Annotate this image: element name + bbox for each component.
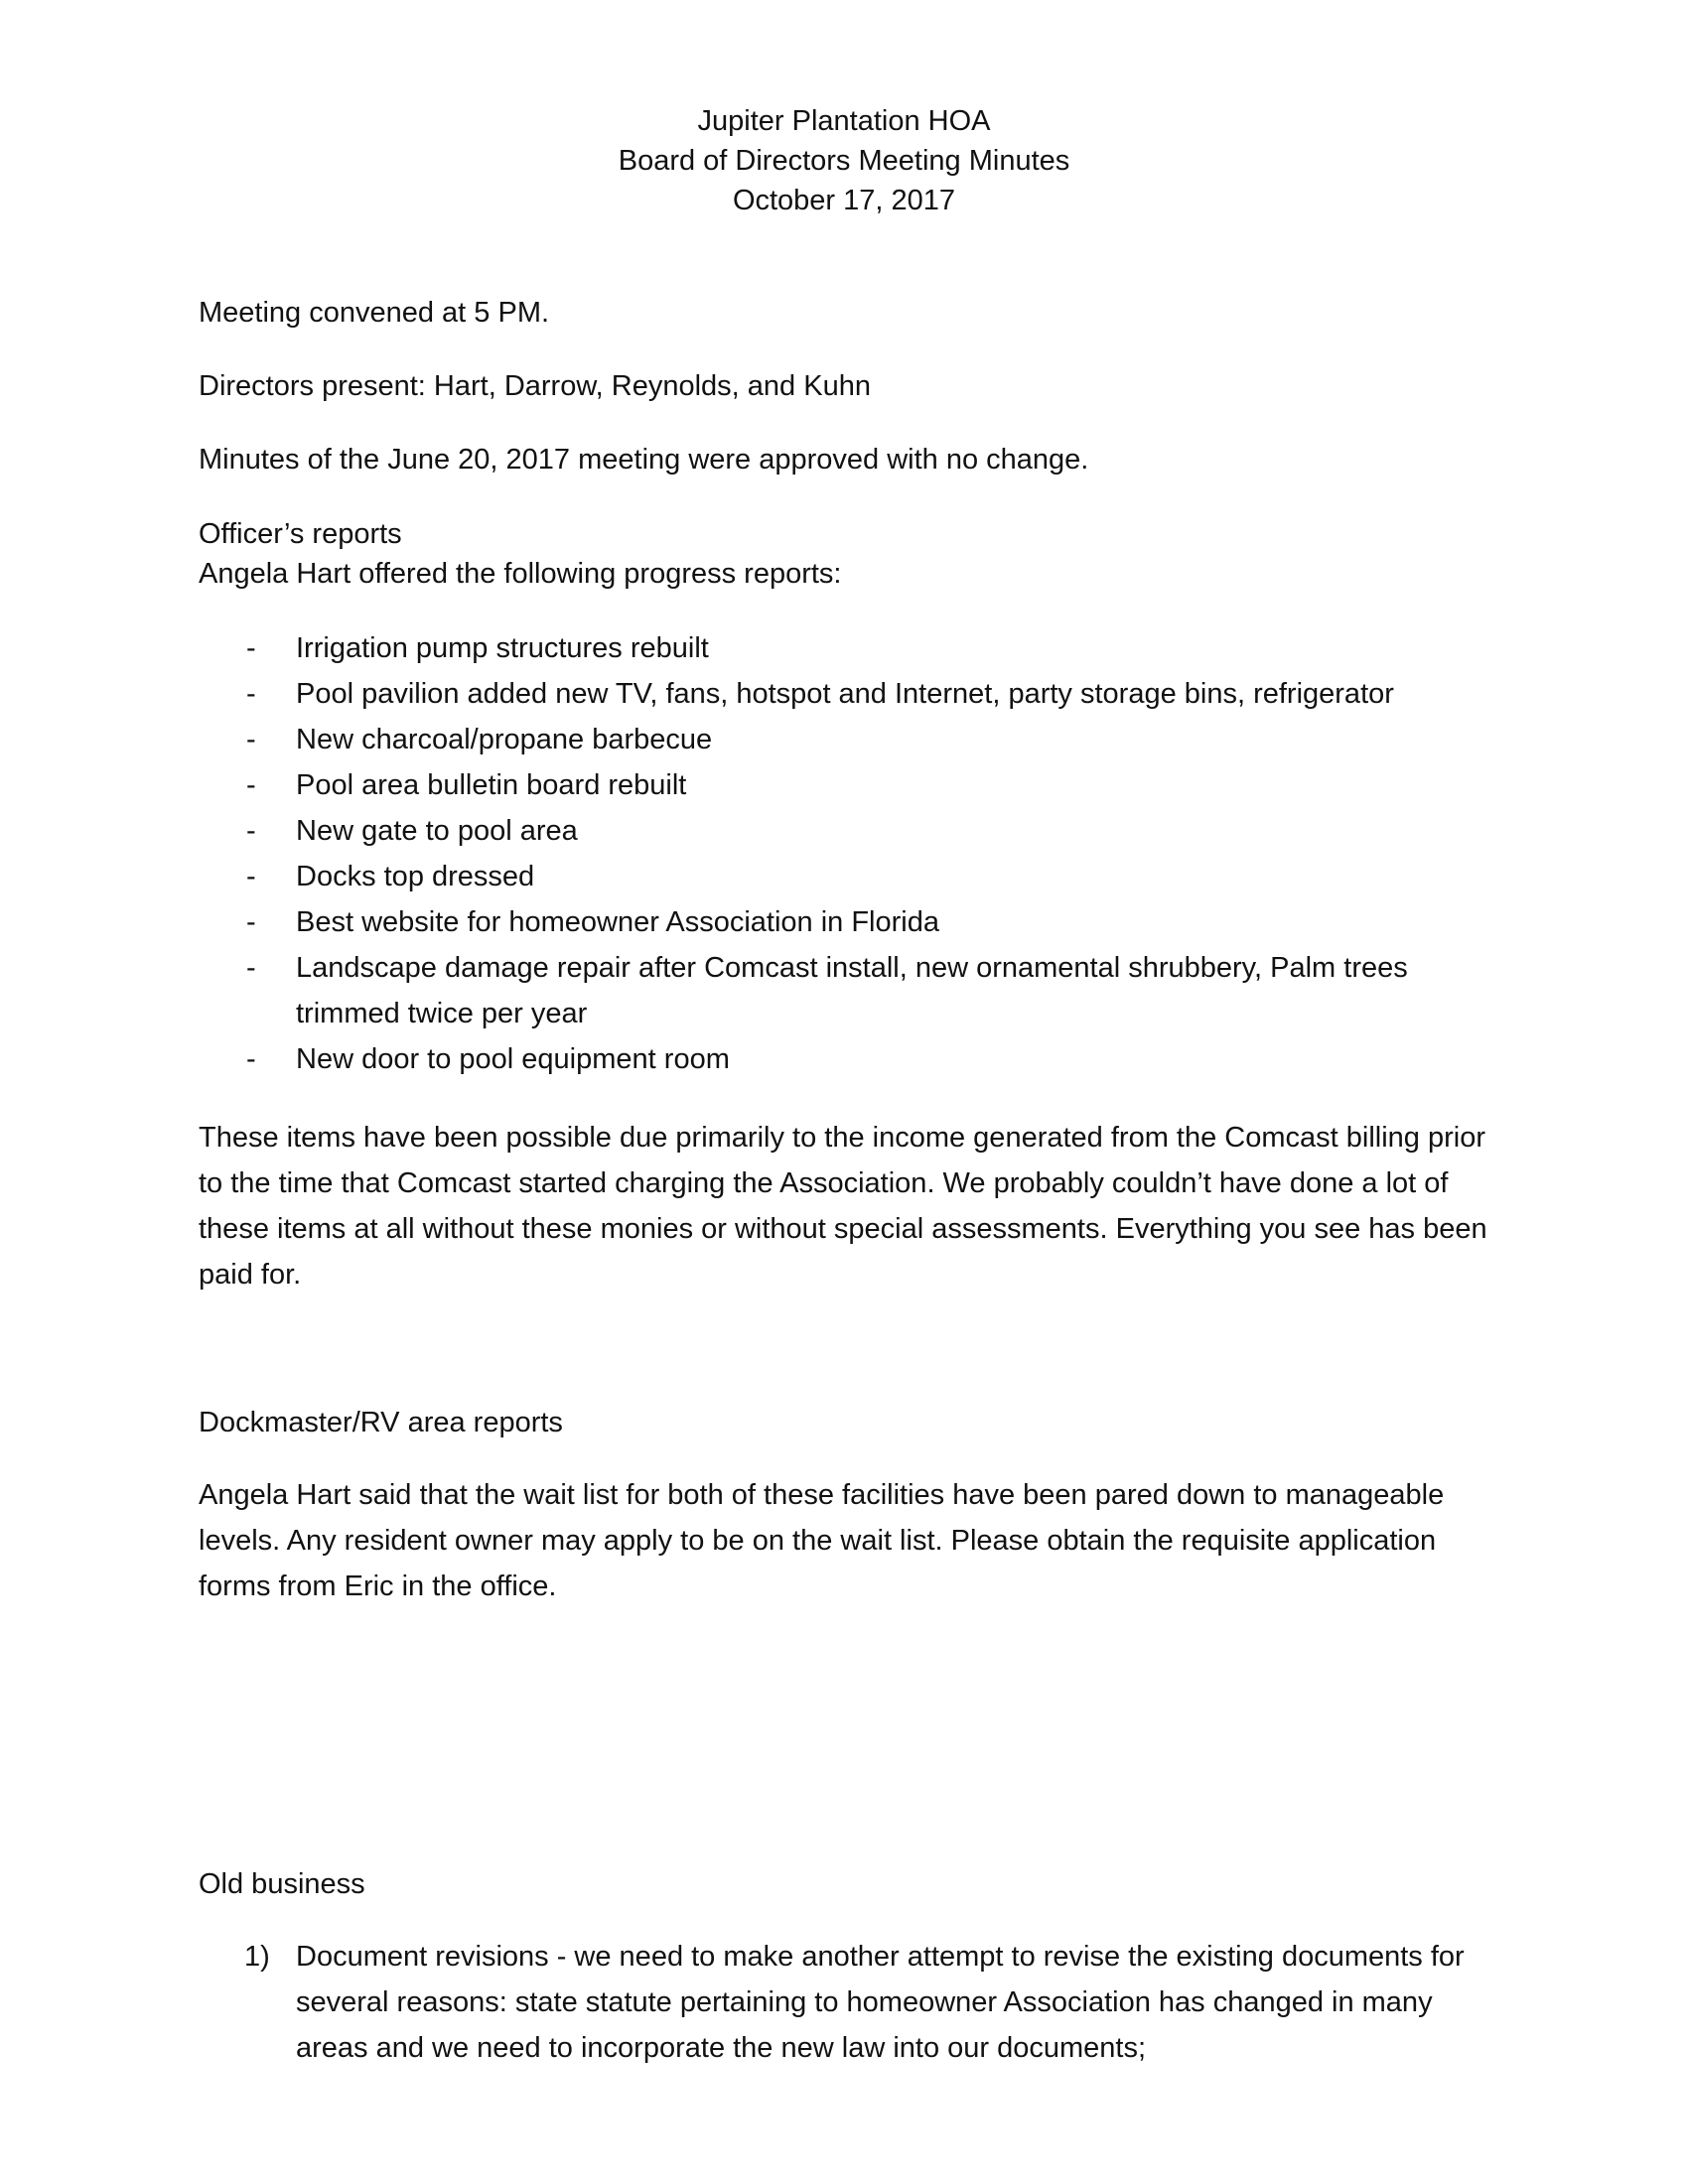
list-item: [199, 854, 1489, 899]
list-item: [199, 717, 1489, 762]
list-item-text: Docks top dressed: [296, 861, 535, 892]
list-item-text: New door to pool equipment room: [296, 1043, 730, 1075]
minutes-approved-text: Minutes of the June 20, 2017 meeting were approved with no change.: [199, 444, 1089, 476]
progress-report-list: [199, 625, 1489, 1082]
list-item: [199, 1036, 1489, 1082]
list-item-text: Landscape damage repair after Comcast install, new ornamental shrubbery, Palm trees trimmed twice per year: [296, 952, 1408, 1029]
list-item: [199, 671, 1489, 717]
document-header: [0, 101, 1688, 220]
dockmaster-heading: Dockmaster/RV area reports: [199, 1407, 563, 1438]
list-item-text: New charcoal/propane barbecue: [296, 724, 713, 755]
list-item-text: Best website for homeowner Association in Florida: [296, 906, 939, 938]
bullet-dash: -: [246, 1043, 256, 1075]
list-item-text: New gate to pool area: [296, 815, 578, 847]
bullet-dash: -: [246, 724, 256, 755]
bullet-dash: -: [246, 815, 256, 847]
officers-reports-lead: Angela Hart offered the following progress reports:: [199, 558, 842, 590]
officers-summary-text: These items have been possible due primarily to the income generated from the Comcast billing prior to the time that Comcast started charging the Association. We probably couldn’t have done a lot of these items at all without these monies or without special assessments. Everything you see has been paid for.: [199, 1122, 1487, 1291]
list-item-text: Document revisions - we need to make another attempt to revise the existing documents for several reasons: state statute pertaining to homeowner Association has changed in many areas and we need to incorporate the new law into our documents;: [296, 1941, 1465, 2064]
directors-present-text: Directors present: Hart, Darrow, Reynolds, and Kuhn: [199, 370, 871, 402]
old-business-heading: Old business: [199, 1868, 365, 1900]
list-item: [199, 1934, 1489, 2071]
list-item-text: Irrigation pump structures rebuilt: [296, 632, 709, 664]
list-item: [199, 762, 1489, 808]
bullet-dash: -: [246, 769, 256, 801]
list-item: [199, 808, 1489, 854]
old-business-list: [199, 1934, 1489, 2071]
list-item: [199, 625, 1489, 671]
meeting-convened-text: Meeting convened at 5 PM.: [199, 297, 550, 329]
list-item-text: Pool pavilion added new TV, fans, hotspot and Internet, party storage bins, refrigerator: [296, 678, 1394, 710]
dockmaster-body-text: Angela Hart said that the wait list for both of these facilities have been pared down to manageable levels. Any resident owner may apply to be on the wait list. Please obtain the requisite application forms from Eric in the office.: [199, 1479, 1445, 1602]
bullet-dash: -: [246, 678, 256, 710]
meeting-date: October 17, 2017: [732, 185, 956, 216]
organization-name: Jupiter Plantation HOA: [697, 105, 991, 137]
list-item-number: 1): [244, 1941, 270, 1973]
officers-reports-heading: Officer’s reports: [199, 518, 402, 550]
list-item: [199, 945, 1489, 1036]
bullet-dash: -: [246, 861, 256, 892]
list-item: [199, 899, 1489, 945]
list-item-text: Pool area bulletin board rebuilt: [296, 769, 687, 801]
bullet-dash: -: [246, 632, 256, 664]
document-title: Board of Directors Meeting Minutes: [618, 145, 1070, 177]
bullet-dash: -: [246, 906, 256, 938]
bullet-dash: -: [246, 952, 256, 984]
